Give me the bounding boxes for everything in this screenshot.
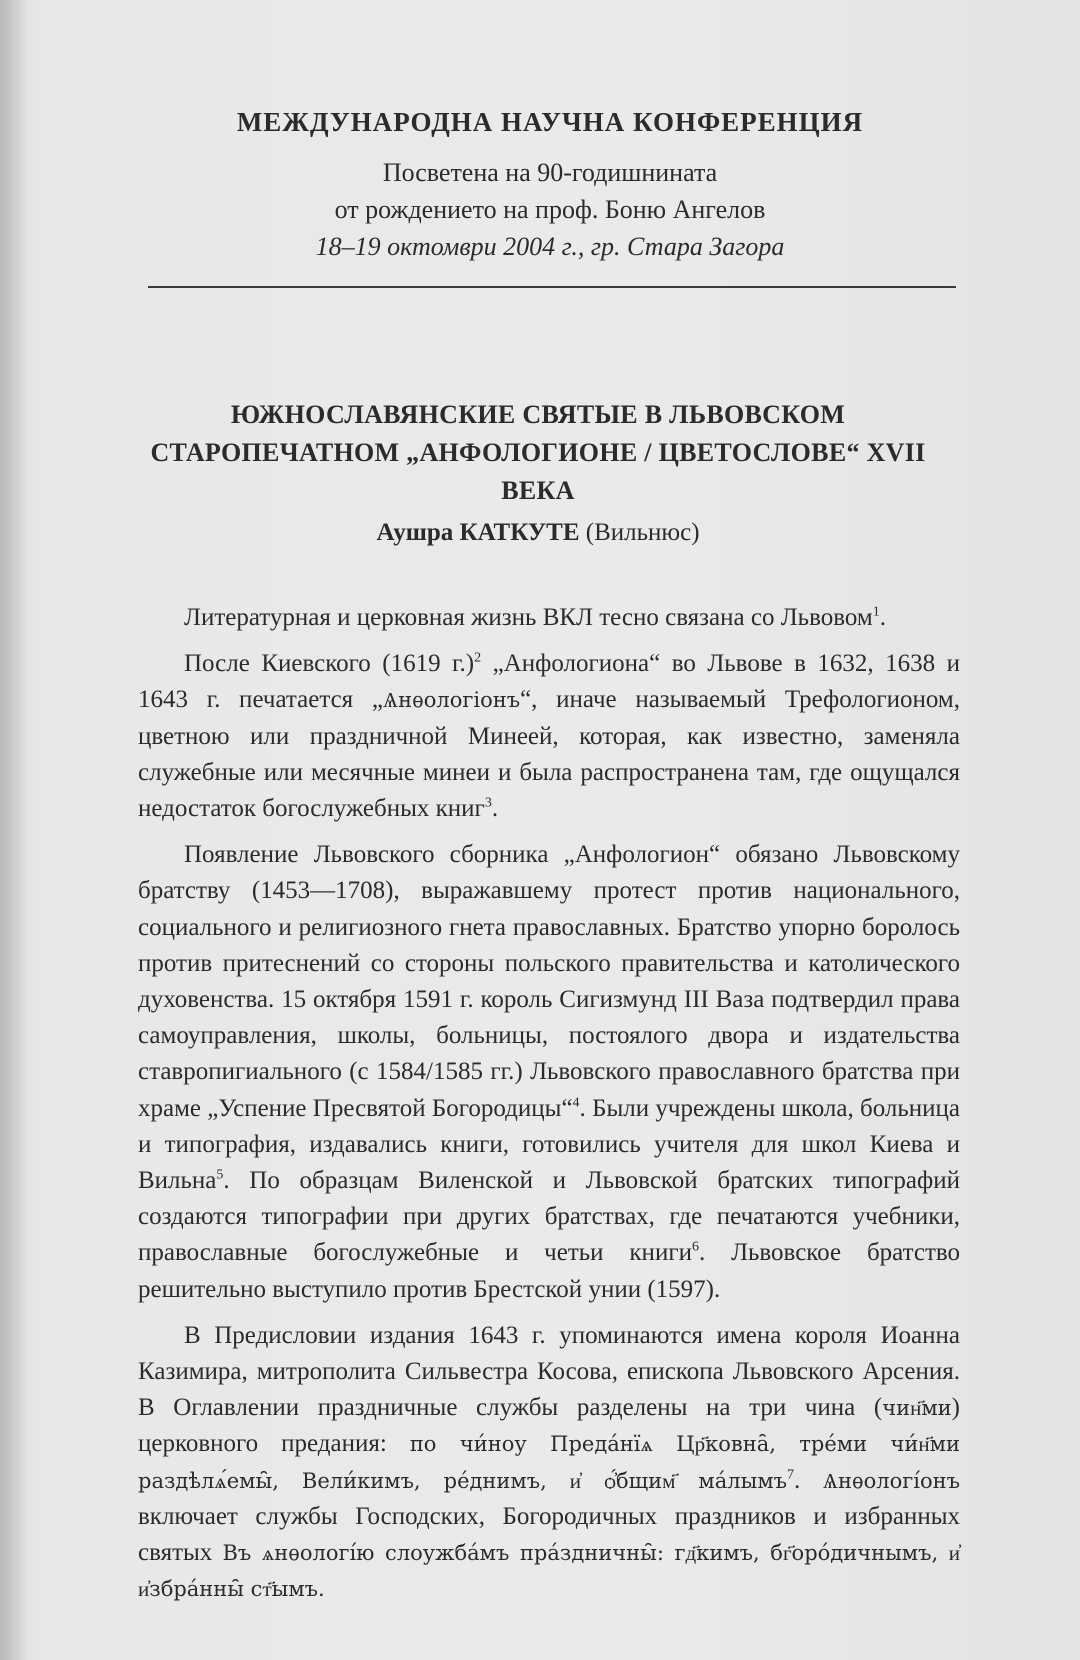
- footnote-ref-1: 1: [872, 604, 880, 620]
- text-run: включает службы Господских, Богородичных праздников и избранных святых: [138, 1502, 960, 1567]
- church-slavonic-text: Ѧнѳологіонъ: [382, 688, 521, 713]
- footnote-ref-3: 3: [484, 795, 492, 811]
- footnote-ref-4: 4: [572, 1095, 580, 1111]
- paragraph-3: [138, 837, 960, 1308]
- text-run: Литературная и церковная жизнь ВКЛ тесно связана со Львовом: [184, 604, 873, 631]
- text-run: “, иначе называемый Трефологионом, цветною или праздничной Минеей, которая, как известно, заменяла служебные или месячные минеи и была распространена там, где ощущался недостаток богослужебных книг: [138, 686, 960, 823]
- article-body: [138, 600, 960, 1617]
- paragraph-2: [138, 646, 960, 827]
- article-author: [88, 519, 988, 547]
- paragraph-1: [138, 600, 960, 636]
- article-title-line3: ВЕКА: [501, 476, 575, 505]
- footnote-ref-7: 7: [787, 1467, 795, 1483]
- conference-dedication-line1: Посветена на 90-годишнината: [382, 158, 718, 187]
- text-run: В Предисловии издания 1643 г. упоминаются имена короля Иоанна Казимира, митрополита Сильвестра Косова, епископа Львовского Арсения. В Оглавлении праздничные службы разделены на три чина (: [138, 1321, 960, 1422]
- header-rule: [148, 286, 956, 288]
- conference-date-place: 18–19 октомври 2004 г., гр. Стара Загора: [315, 232, 785, 261]
- text-run: „Анфологиона“ во Львове в 1632, 1638 и 1643 г. печатается „: [138, 650, 961, 714]
- page-fold-shadow: [0, 0, 28, 1660]
- article-title-line1: ЮЖНОСЛАВЯНСКИЕ СВЯТЫЕ В ЛЬВОВСКОМ: [230, 400, 846, 429]
- text-run: .: [491, 795, 499, 823]
- paragraph-4: [138, 1318, 960, 1608]
- author-city: (Вильнюс): [585, 519, 700, 546]
- church-slavonic-text: по чи́ноу Преда́нїѧ Цр҃ковна̑, тре́ми чи́н҃ми раздѣлѧ́емы̑, Вели́кимъ, ре́днимъ, и҆ ѻ҆́бщим҃ ма́лымъ: [138, 1432, 960, 1493]
- church-slavonic-text: Въ ѧнѳологі́ю слоужба́мъ пра́здничны̑: гд҃кимъ, бг҃оро́дичнымъ, и҆ и҆збра́нны̑ ст҃ымъ.: [138, 1541, 961, 1602]
- text-run: . Были учреждены школа, больница и типография, издавались книги, готовились учителя для школ Киева и Вильна: [138, 1094, 960, 1195]
- text-run: . Львовское братство решительно выступило против Брестской унии (1597).: [138, 1239, 960, 1303]
- footnote-ref-5: 5: [216, 1167, 224, 1183]
- text-run: ) церковного предания:: [138, 1394, 960, 1458]
- footnote-ref-2: 2: [474, 650, 482, 666]
- text-run: После Киевского (1619 г.): [184, 650, 475, 678]
- text-run: .: [794, 1466, 823, 1494]
- church-slavonic-text: Ѧнѳологі́онъ: [822, 1468, 960, 1493]
- article-title: [88, 396, 988, 510]
- text-run: Появление Львовского сборника „Анфологион“ обязано Львовскому братству (1453—1708), выражавшему протест против национального, социального и религиозного гнета православных. Братство упорно боролось против притеснений со стороны польского правительства и католического духовенства. 15 октября 1591 г. король Сигизмунд III Ваза подтвердил права самоуправления, школы, больницы, постоялого двора и издательства ставропигиального (с 1584/1585 гг.) Львовского православного братства при храме „Успение Пресвятой Богородицы“: [138, 841, 960, 1122]
- article-title-line2: СТАРОПЕЧАТНОМ „АНФОЛОГИОНЕ / ЦВЕТОСЛОВЕ“ XVII: [150, 438, 926, 467]
- author-name: Аушра КАТКУТЕ: [376, 519, 580, 546]
- text-run: .: [879, 604, 886, 631]
- conference-title: МЕЖДУНАРОДНА НАУЧНА КОНФЕРЕНЦИЯ: [236, 107, 864, 137]
- footnote-ref-6: 6: [691, 1240, 699, 1256]
- conference-dedication-line2: от рождението на проф. Боню Ангелов: [334, 195, 766, 224]
- text-run: . По образцам Виленской и Львовской братских типографий создаются типографии при других братствах, где печатаются учебники, православные богослужебные и четьи книги: [138, 1167, 960, 1267]
- church-slavonic-text: чин҃ми: [882, 1396, 952, 1421]
